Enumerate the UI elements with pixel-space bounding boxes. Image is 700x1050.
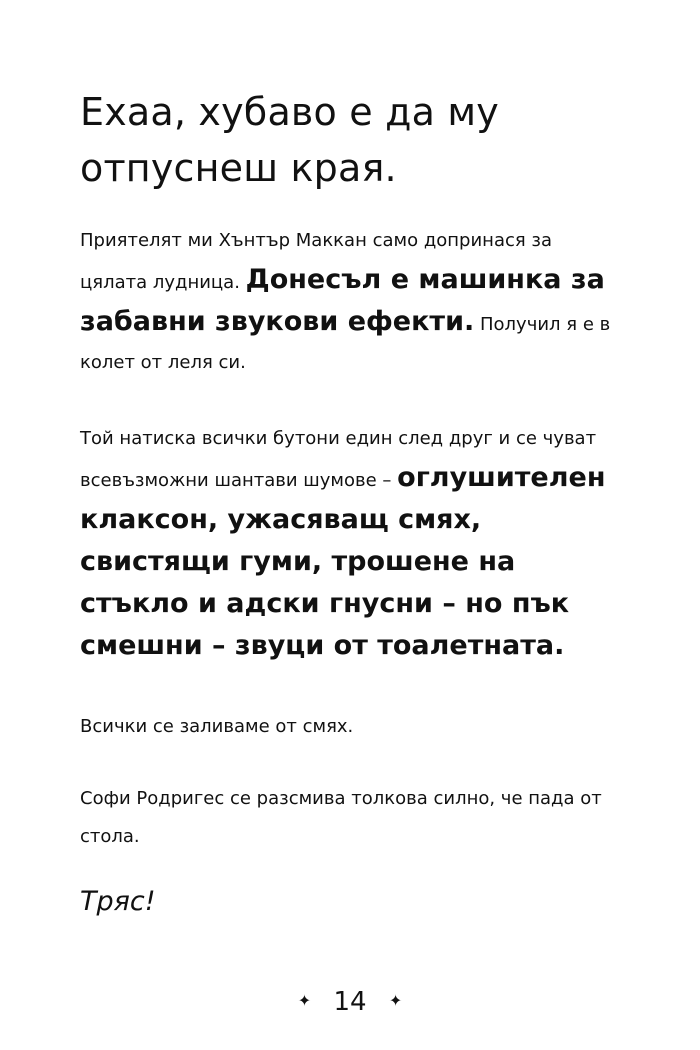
paragraph-1 xyxy=(80,222,620,382)
paragraph-2 xyxy=(80,420,620,668)
paragraph-1-text: Приятелят ми Хънтър Маккан само допринася за цялата лудница. xyxy=(80,230,553,293)
paragraph-1-emphasis: Донесъл е машинка за забавни звукови ефекти. xyxy=(80,264,605,337)
page-number: 14 xyxy=(333,987,367,1017)
sparkle-icon: ✦ xyxy=(297,990,312,1010)
paragraph-2-emphasis: оглушителен клаксон, ужасяващ смях, свистящи гуми, трошене на стъкло и адски гнусни – но пък смешни – звуци от тоалетната. xyxy=(80,462,606,661)
sparkle-icon: ✦ xyxy=(388,990,403,1010)
page-content xyxy=(80,84,620,922)
page-heading: Ехаа, хубаво е да му отпуснеш края. xyxy=(80,90,499,190)
page-footer xyxy=(0,982,700,1023)
paragraph-1-tail: Получил я е в колет от леля си. xyxy=(80,314,611,373)
paragraph-2-text: Той натиска всички бутони един след друг и се чуват всевъзможни шантави шумове – xyxy=(80,428,597,491)
paragraph-4: Софи Родригес се разсмива толкова силно, че пада от стола. xyxy=(80,788,602,847)
paragraph-3: Всички се заливаме от смях. xyxy=(80,716,354,737)
exclamation: Тряс! xyxy=(80,886,156,917)
